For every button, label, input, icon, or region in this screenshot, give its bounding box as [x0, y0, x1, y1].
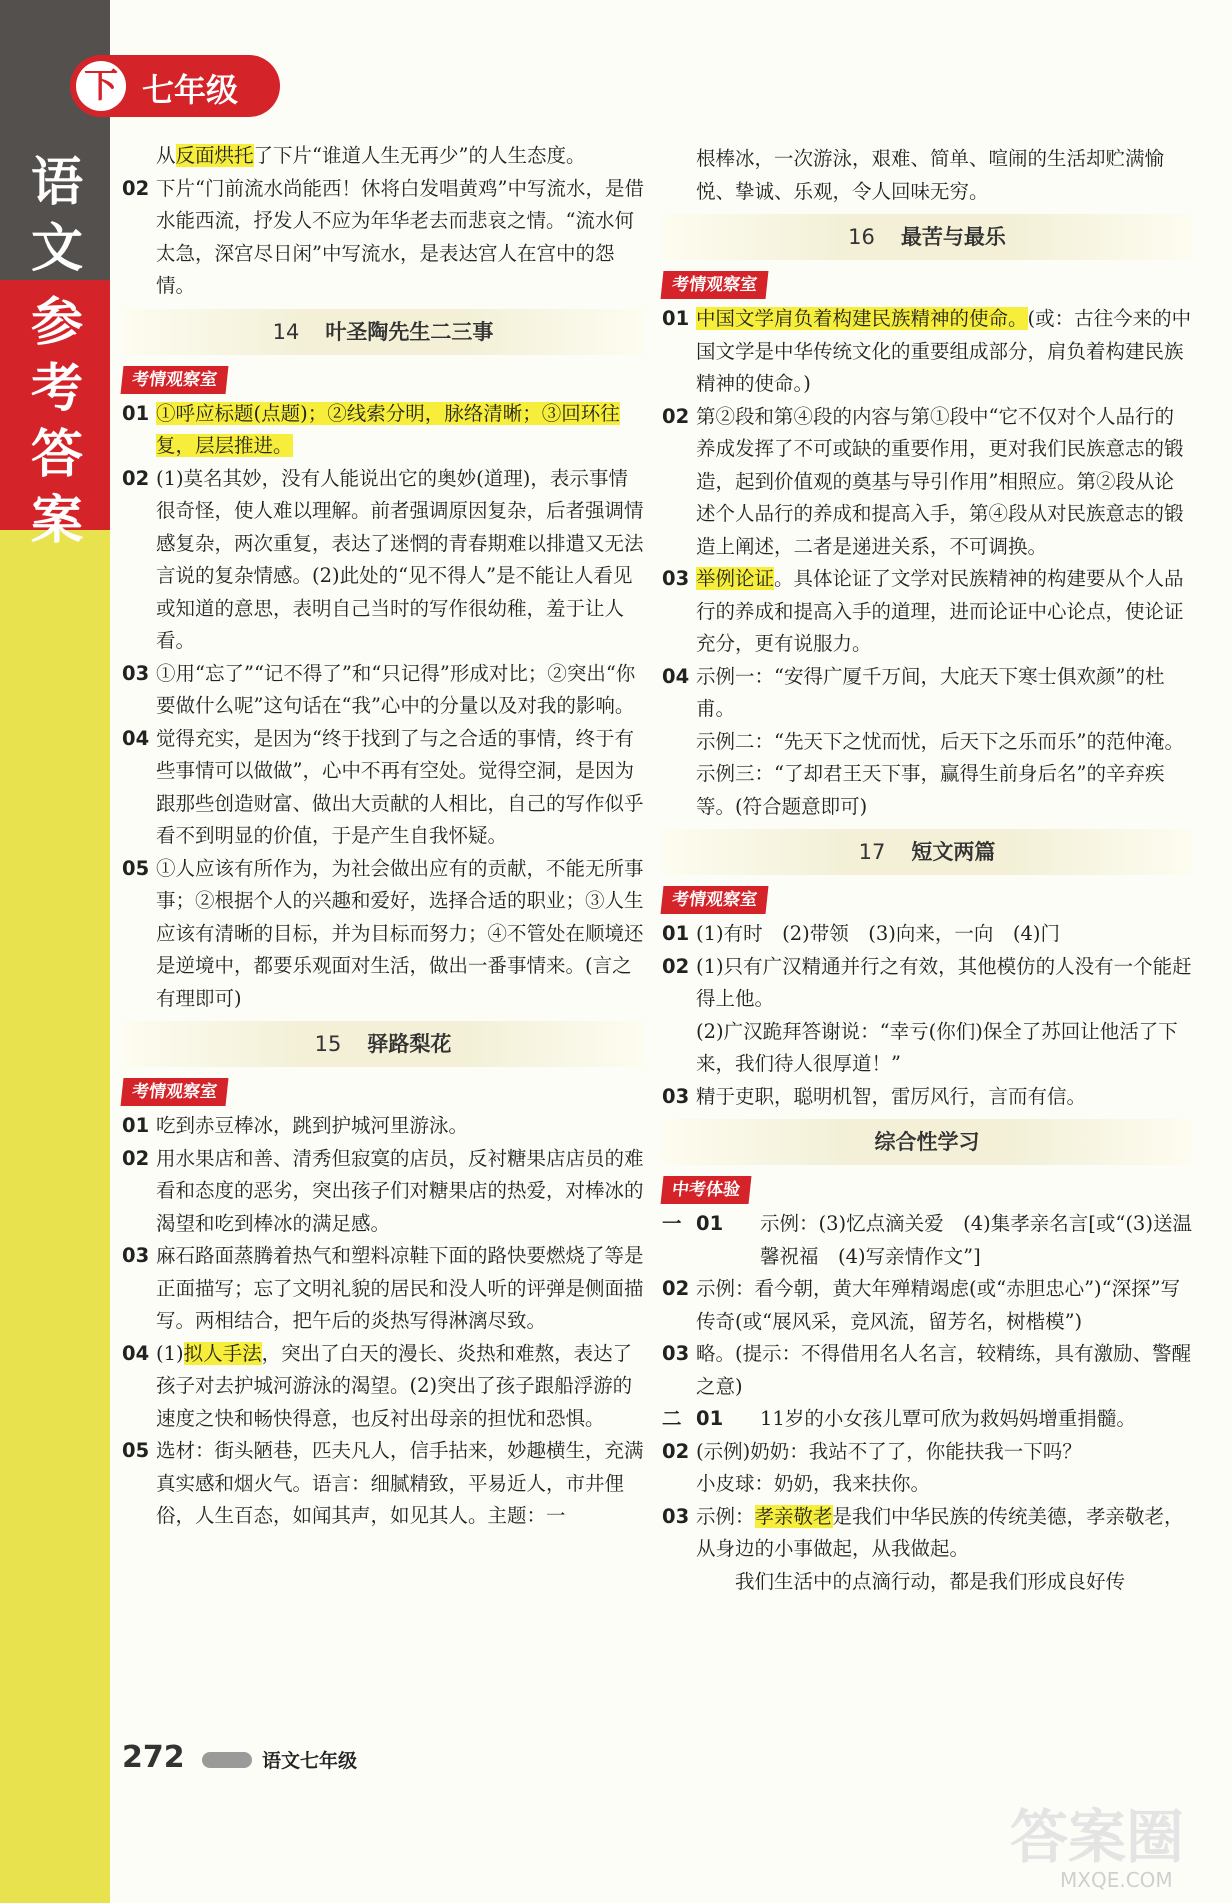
highlight: 中国文学肩负着构建民族精神的使命。: [696, 307, 1028, 330]
answer-item: 05 ①人应该有所作为，为社会做出应有的贡献，不能无所事事；②根据个人的兴趣和爱好，选择合适的职业；③人生应该有清晰的目标，并为目标而努力；④不管处在顺境还是逆境中，都要乐观面对生活，做出一番事情来。(言之有理即可): [122, 856, 644, 1010]
section-badge: 考情观察室: [661, 886, 769, 914]
section-label: 参考答案: [30, 293, 83, 551]
answer-item: 02 用水果店和善、清秀但寂寞的店员，反衬糖果店店员的难看和态度的恶劣，突出孩子们对糖果店的热爱，对棒冰的渴望和吃到棒冰的满足感。: [122, 1146, 644, 1235]
answer-item: 02 (1)莫名其妙，没有人能说出它的奥妙(道理)，表示事情很奇怪，使人难以理解。前者强调原因复杂，后者强调情感复杂，两次重复，表达了迷惘的青春期难以排遣又无法言说的复杂情感。(2)此处的“见不得人”是不能让人看见或知道的意思，表明自己当时的写作很幼稚，羞于让人看。: [122, 466, 644, 652]
page-number: 272: [122, 1740, 185, 1775]
answer-item: 02 示例：看今朝，黄大年殚精竭虑(或“赤胆忠心”)“深探”写传奇(或“展风采，竞风流，留芳名，树楷模”): [662, 1277, 1181, 1333]
grade-badge: 下: [76, 61, 126, 111]
section-badge: 考情观察室: [121, 366, 229, 394]
section-badge: 中考体验: [661, 1176, 752, 1204]
part-number: 二: [662, 1407, 682, 1430]
lesson-heading: 15 驿路梨花: [122, 1021, 644, 1067]
answer-item: 05 选材：街头陋巷，匹夫凡人，信手拈来，妙趣横生，充满真实感和烟火气。语言：细腻精致，平易近人，市井俚俗，人生百态，如闻其声，如见其人。主题：一: [122, 1439, 644, 1527]
highlight: 孝亲敬老: [754, 1504, 833, 1528]
answer-item: 02 (示例)奶奶：我站不了了，你能扶我一下吗？ 小皮球：奶奶，我来扶你。: [662, 1439, 1082, 1495]
answer-item: 02 下片“门前流水尚能西！休将白发唱黄鸡”中写流水，是借水能西流，抒发人不应为年华老去而悲哀之情。“流水何太急，深宫尽日闲”中写流水，是表达宫人在宫中的怨情。: [122, 173, 644, 303]
answer-continuation: 从反面烘托了下片“谁道人生无再少”的人生态度。: [156, 144, 586, 167]
subject-label: 语文: [30, 153, 83, 279]
sidebar-yellow-band: [0, 530, 110, 1903]
answer-item: 04 示例一：“安得广厦千万间，大庇天下寒士俱欢颜”的杜甫。 示例二：“先天下之忧而忧，后天下之乐而乐”的范仲淹。 示例三：“了却君王天下事，赢得生前身后名”的辛弃疾等。(符合题意即可): [662, 664, 1184, 818]
answer-item: 04 (1)拟人手法，突出了白天的漫长、炎热和难熬，表达了孩子对去护城河游泳的渴望。(2)突出了孩子跟船浮游的速度之快和畅快得意，也反衬出母亲的担忧和恐惧。: [122, 1341, 633, 1430]
answer-item: 04 觉得充实，是因为“终于找到了与之合适的事情，终于有些事情可以做做”，心中不再有空处。觉得空洞，是因为跟那些创造财富、做出大贡献的人相比，自己的写作似乎看不到明显的价值，于是产生自我怀疑。: [122, 726, 644, 847]
answer-item: 01 (1)有时 (2)带领 (3)向来，一向 (4)门: [662, 922, 1060, 945]
highlight: 反面烘托: [175, 144, 254, 167]
answer-item: 一 01 示例：(3)忆点滴关爱 (4)集孝亲名言[或“(3)送温馨祝福 (4)写亲情作文”]: [662, 1208, 1192, 1273]
right-column: [662, 143, 1192, 1598]
section-badge: 考情观察室: [661, 271, 769, 299]
question-number: 02: [122, 176, 150, 200]
watermark-logo: 答案圈: [1010, 1803, 1185, 1871]
answer-item: 01 吃到赤豆棒冰，跳到护城河里游泳。: [122, 1114, 469, 1137]
answer-item: 03 麻石路面蒸腾着热气和塑料凉鞋下面的路快要燃烧了等是正面描写；忘了文明礼貌的居民和没人听的评弹是侧面描写。两相结合，把午后的炎热写得淋漓尽致。: [122, 1244, 644, 1332]
lesson-heading: 16 最苦与最乐: [662, 214, 1192, 260]
highlight: 拟人手法: [183, 1341, 262, 1365]
watermark-url: MXQE.COM: [1060, 1868, 1173, 1892]
answer-item: 二 01 11岁的小女孩儿覃可欣为救妈妈增重捐髓。: [662, 1403, 1192, 1436]
left-column: [122, 140, 644, 1533]
highlight: 举例论证: [696, 567, 775, 590]
answer-item: 03 示例：孝亲敬老是我们中华民族的传统美德，孝亲敬老，从身边的小事做起，从我做起。 我们生活中的点滴行动，都是我们形成良好传: [662, 1504, 1184, 1593]
lesson-heading: 14 叶圣陶先生二三事: [122, 309, 644, 355]
highlight: ①呼应标题(点题)；②线索分明，脉络清晰；③回环往复，层层推进。: [156, 401, 620, 457]
series-logo: [202, 1752, 252, 1768]
grade-tab: [70, 55, 280, 117]
part-number: 一: [662, 1212, 682, 1235]
answer-item: 03 略。(提示：不得借用名人名言，较精练，具有激励、警醒之意): [662, 1342, 1192, 1398]
sidebar: [0, 0, 112, 1903]
lesson-heading: 17 短文两篇: [662, 829, 1192, 875]
grade-label: 七年级: [142, 71, 239, 109]
book-title: 语文七年级: [262, 1750, 358, 1772]
answer-item: 02 第②段和第④段的内容与第①段中“它不仅对个人品行的养成发挥了不可或缺的重要作用，更对我们民族意志的锻造，起到价值观的奠基与导引作用”相照应。第②段从论述个人品行的养成和提高入手，第④段从对民族意志的锻造上阐述，二者是递进关系，不可调换。: [662, 404, 1184, 558]
answer-item: 02 (1)只有广汉精通并行之有效，其他模仿的人没有一个能赶得上他。 (2)广汉跪拜答谢说：“幸亏(你们)保全了苏回让他活了下来，我们待人很厚道！”: [662, 954, 1192, 1075]
answer-item: 03 精于吏职，聪明机智，雷厉风行，言而有信。: [662, 1084, 1087, 1108]
answer-item: 01 ①呼应标题(点题)；②线索分明，脉络清晰；③回环往复，层层推进。: [122, 401, 620, 457]
answer-item: 03 ①用“忘了”“记不得了”和“只记得”形成对比；②突出“你要做什么呢”这句话在“我”心中的分量以及对我的影响。: [122, 661, 636, 717]
lesson-heading: 综合性学习: [662, 1119, 1192, 1165]
answer-item: 01 中国文学肩负着构建民族精神的使命。(或：古往今来的中国文学是中华传统文化的重要组成部分，肩负着构建民族精神的使命。): [662, 307, 1192, 395]
section-badge: 考情观察室: [121, 1078, 229, 1106]
answer-item: 03 举例论证。具体论证了文学对民族精神的构建要从个人品行的养成和提高入手的道理，进而论证中心论点，使论证充分，更有说服力。: [662, 567, 1184, 655]
answer-continuation: 根棒冰，一次游泳，艰难、简单、喧闹的生活却贮满愉悦、挚诚、乐观，令人回味无穷。: [696, 147, 1165, 203]
